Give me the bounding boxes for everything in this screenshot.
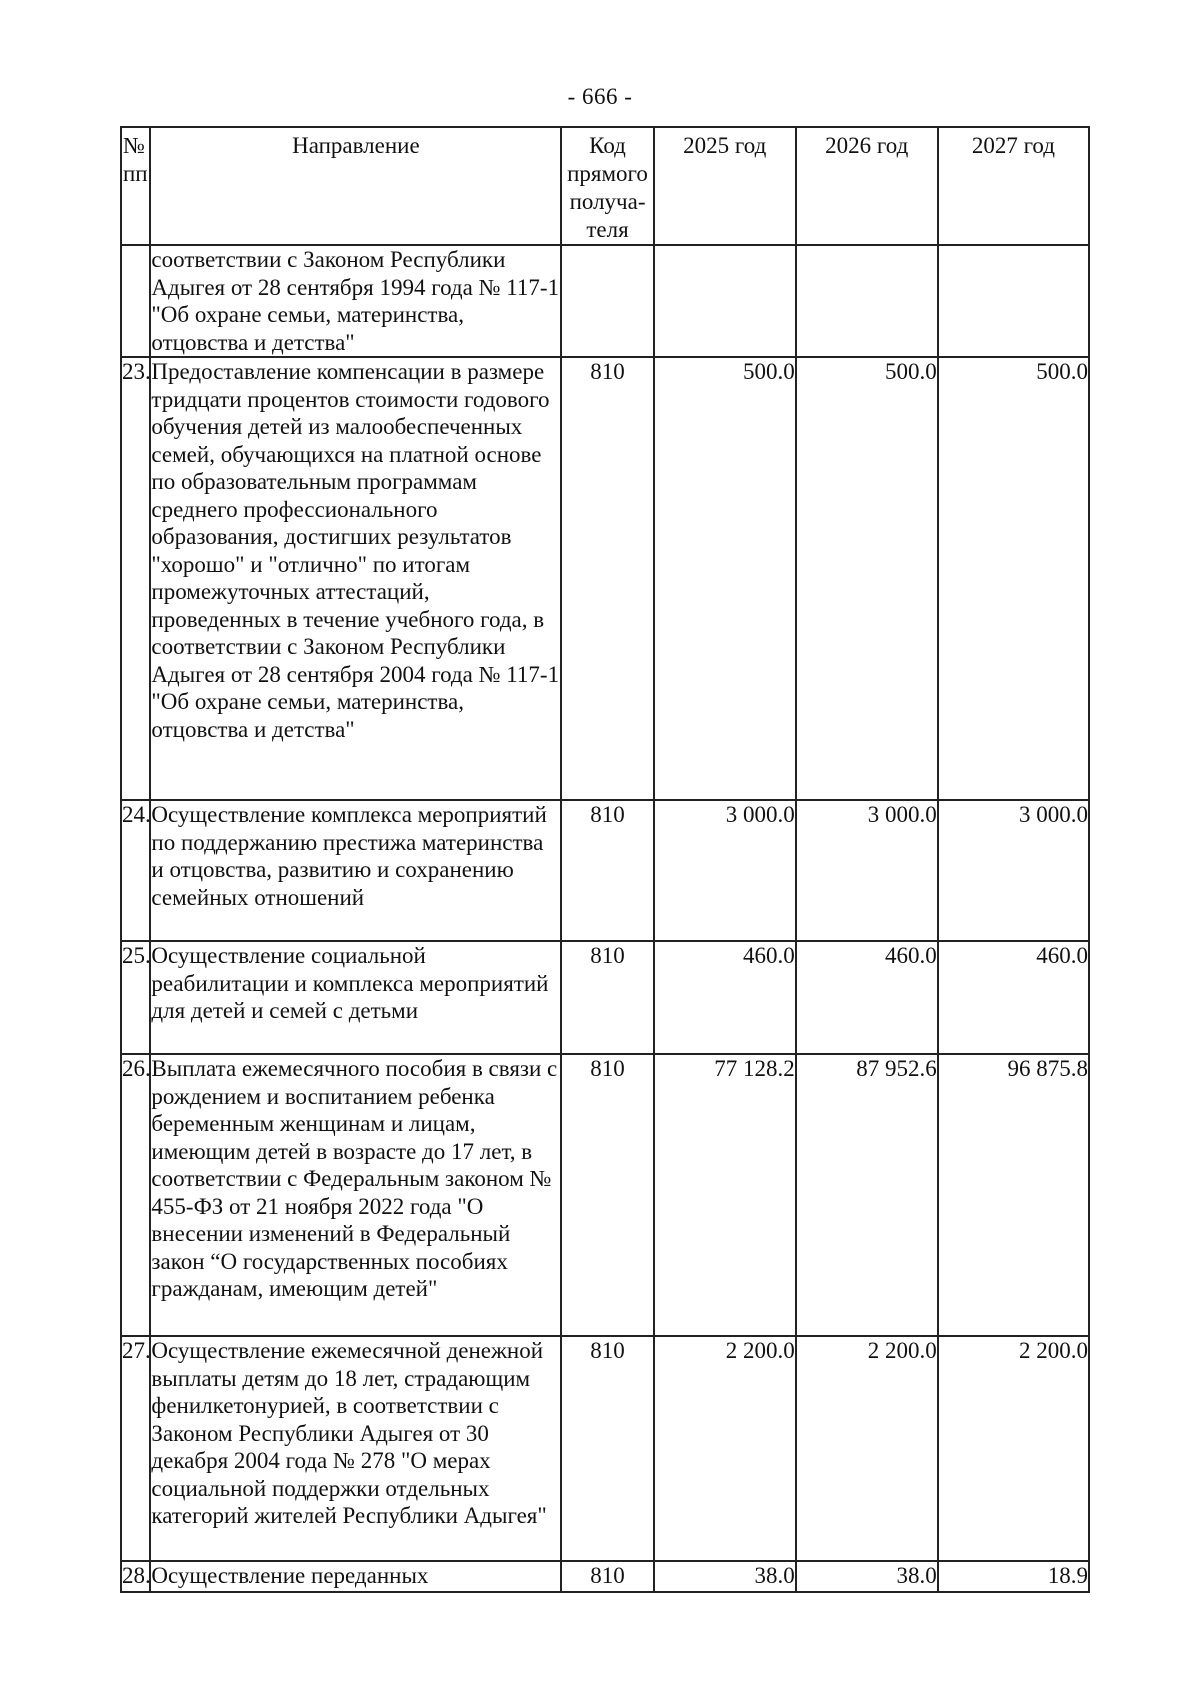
cell-2025: 77 128.2	[654, 1054, 796, 1336]
cell-num: 27.	[121, 1336, 150, 1561]
budget-table	[120, 126, 1090, 1593]
cell-2027: 96 875.8	[938, 1054, 1089, 1336]
table-row	[121, 800, 1089, 941]
cell-direction: Осуществление комплекса мероприятий по поддержанию престижа материнства и отцовства, развитию и сохранению семейных отношений	[150, 800, 561, 941]
table-row	[121, 1561, 1089, 1592]
header-code: Код прямого получа-теля	[561, 127, 653, 245]
table-row	[121, 1054, 1089, 1336]
header-2026: 2026 год	[796, 127, 938, 245]
header-direction: Направление	[150, 127, 561, 245]
cell-code: 810	[561, 941, 653, 1054]
cell-2027: 3 000.0	[938, 800, 1089, 941]
cell-direction: Осуществление переданных	[150, 1561, 561, 1592]
cell-2025: 38.0	[654, 1561, 796, 1592]
cell-2026: 460.0	[796, 941, 938, 1054]
cell-2027: 18.9	[938, 1561, 1089, 1592]
cell-2026: 87 952.6	[796, 1054, 938, 1336]
cell-2026	[796, 245, 938, 357]
cell-2025: 460.0	[654, 941, 796, 1054]
cell-num: 24.	[121, 800, 150, 941]
page-number: - 666 -	[567, 84, 633, 109]
table-row	[121, 941, 1089, 1054]
cell-2025: 500.0	[654, 357, 796, 800]
cell-2027: 500.0	[938, 357, 1089, 800]
cell-code: 810	[561, 1561, 653, 1592]
cell-2026: 3 000.0	[796, 800, 938, 941]
table-row	[121, 357, 1089, 800]
cell-code: 810	[561, 800, 653, 941]
cell-2025: 2 200.0	[654, 1336, 796, 1561]
table-row	[121, 1336, 1089, 1561]
header-2027: 2027 год	[938, 127, 1089, 245]
cell-2027: 460.0	[938, 941, 1089, 1054]
cell-code: 810	[561, 1054, 653, 1336]
cell-2027	[938, 245, 1089, 357]
cell-2025	[654, 245, 796, 357]
cell-2027: 2 200.0	[938, 1336, 1089, 1561]
cell-2025: 3 000.0	[654, 800, 796, 941]
cell-num: 28.	[121, 1561, 150, 1592]
cell-direction: Осуществление ежемесячной денежной выплаты детям до 18 лет, страдающим фенилкетонурией, в соответствии с Законом Республики Адыгея от 30 декабря 2004 года № 278 "О мерах социальной поддержки отдельных категорий жителей Республики Адыгея"	[150, 1336, 561, 1561]
cell-2026: 38.0	[796, 1561, 938, 1592]
cell-direction: соответствии с Законом Республики Адыгея от 28 сентября 1994 года № 117-1 "Об охране семьи, материнства, отцовства и детства"	[150, 245, 561, 357]
header-num: № пп	[121, 127, 150, 245]
cell-2026: 2 200.0	[796, 1336, 938, 1561]
cell-num	[121, 245, 150, 357]
cell-num: 23.	[121, 357, 150, 800]
cell-code	[561, 245, 653, 357]
table-row-continuation	[121, 245, 1089, 357]
header-2025: 2025 год	[654, 127, 796, 245]
cell-direction: Предоставление компенсации в размере тридцати процентов стоимости годового обучения детей из малообеспеченных семей, обучающихся на платной основе по образовательным программам среднего профессионального образования, достигших результатов "хорошо" и "отлично" по итогам промежуточных аттестаций, проведенных в течение учебного года, в соответствии с Законом Республики Адыгея от 28 сентября 2004 года № 117-1 "Об охране семьи, материнства, отцовства и детства"	[150, 357, 561, 800]
cell-num: 26.	[121, 1054, 150, 1336]
cell-code: 810	[561, 357, 653, 800]
cell-direction: Выплата ежемесячного пособия в связи с рождением и воспитанием ребенка беременным женщинам и лицам, имеющим детей в возрасте до 17 лет, в соответствии с Федеральным законом № 455-ФЗ от 21 ноября 2022 года "О внесении изменений в Федеральный закон “О государственных пособиях гражданам, имеющим детей"	[150, 1054, 561, 1336]
cell-num: 25.	[121, 941, 150, 1054]
table-header-row	[121, 127, 1089, 245]
cell-direction: Осуществление социальной реабилитации и комплекса мероприятий для детей и семей с детьми	[150, 941, 561, 1054]
cell-2026: 500.0	[796, 357, 938, 800]
cell-code: 810	[561, 1336, 653, 1561]
